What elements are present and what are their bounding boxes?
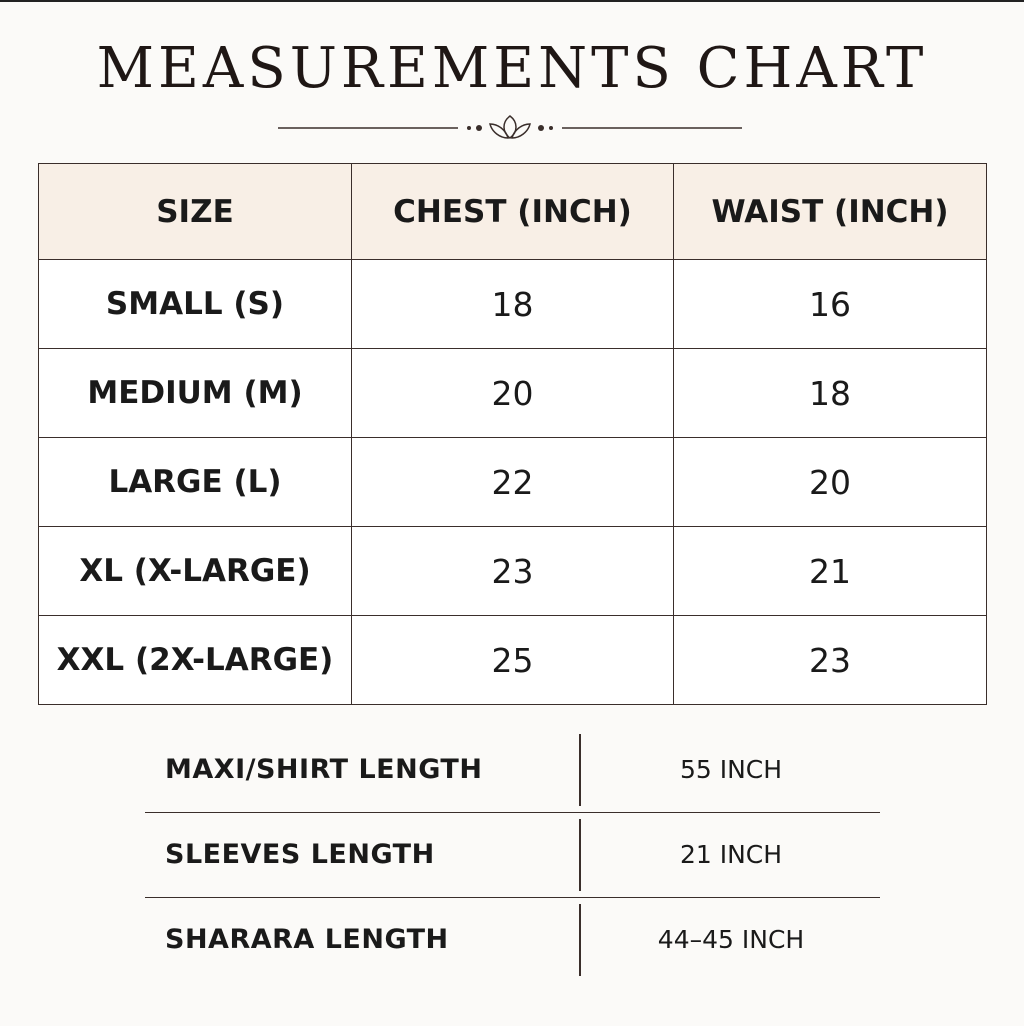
top-border-line [0,0,1024,2]
length-value: 55 INCH [679,755,783,784]
length-row-maxi-shirt [145,728,880,813]
length-row-sharara [145,898,880,982]
length-label: SLEEVES LENGTH [165,839,435,870]
table-row [39,438,987,527]
length-value: 21 INCH [679,840,783,869]
size-label: XXL (2X-LARGE) [39,616,352,705]
size-label: XL (X-LARGE) [39,527,352,616]
length-measurements [145,728,880,982]
chest-value: 22 [352,438,674,527]
waist-value: 18 [674,349,987,438]
chest-value: 23 [352,527,674,616]
waist-value: 16 [674,260,987,349]
size-label: MEDIUM (M) [39,349,352,438]
header-waist: WAIST (INCH) [674,164,987,260]
size-label: LARGE (L) [39,438,352,527]
chest-value: 20 [352,349,674,438]
table-row [39,260,987,349]
waist-value: 20 [674,438,987,527]
header-chest: CHEST (INCH) [352,164,674,260]
chest-value: 18 [352,260,674,349]
waist-value: 21 [674,527,987,616]
waist-value: 23 [674,616,987,705]
length-label: MAXI/SHIRT LENGTH [165,754,483,785]
table-header-row [39,164,987,260]
page-title: MEASUREMENTS CHART [96,36,928,101]
size-label: SMALL (S) [39,260,352,349]
header-size: SIZE [39,164,352,260]
leaf-ornament-icon [270,110,750,146]
table-row [39,349,987,438]
table-row [39,616,987,705]
chest-value: 25 [352,616,674,705]
length-label: SHARARA LENGTH [165,924,449,955]
size-chart-table [38,163,987,705]
length-row-sleeves [145,813,880,898]
table-row [39,527,987,616]
length-value: 44–45 INCH [657,925,805,954]
